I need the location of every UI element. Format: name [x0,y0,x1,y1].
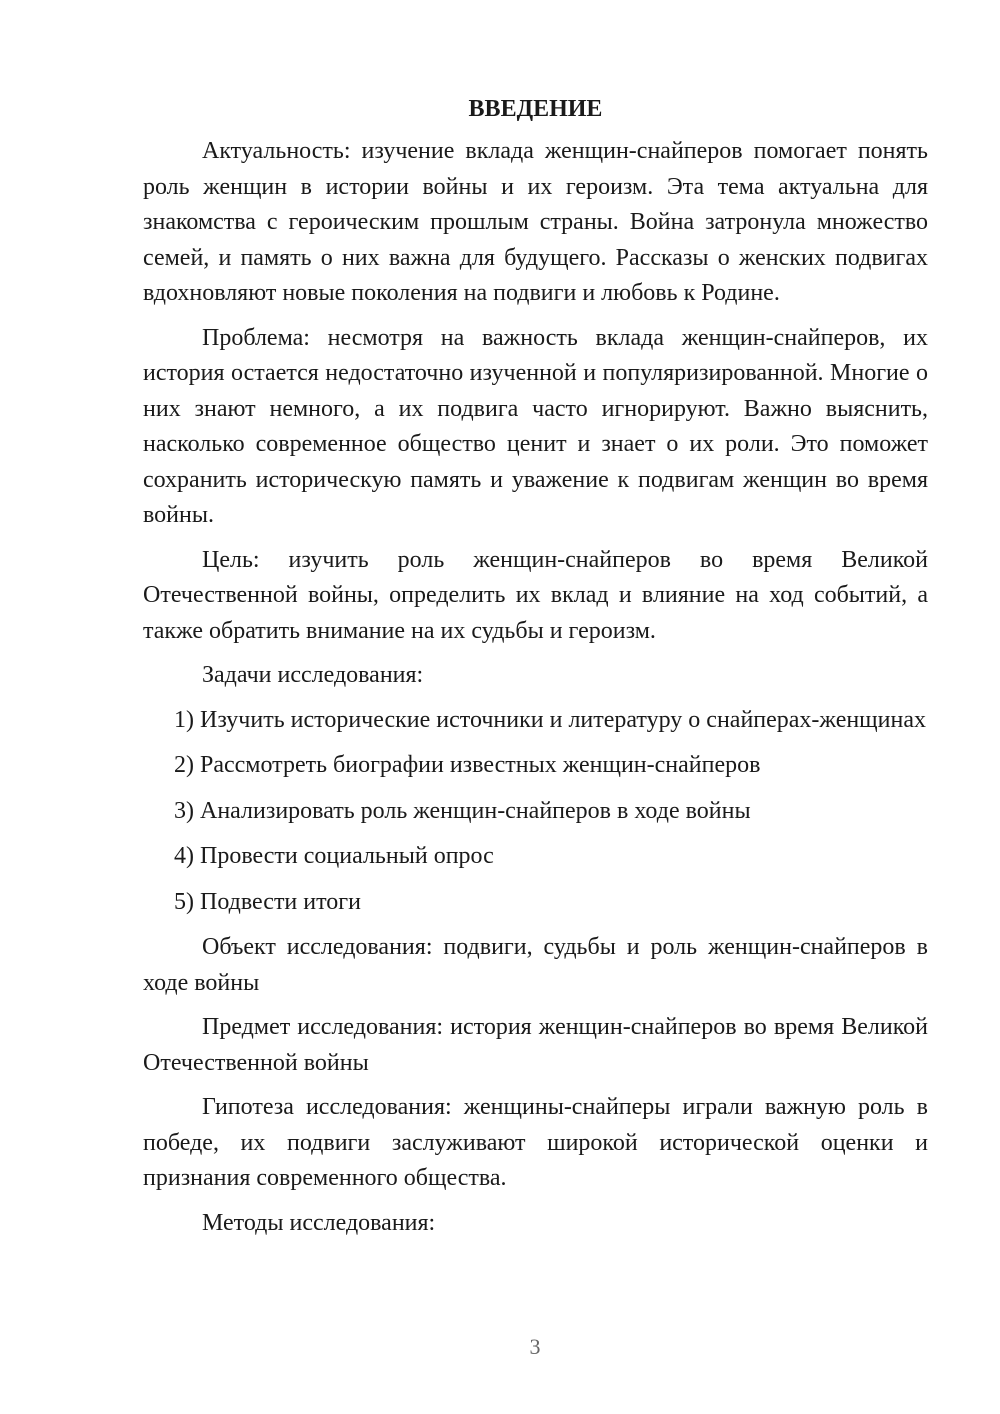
paragraph-subject: Предмет исследования: история женщин-снайперов во время Великой Отечественной войны [143,1014,928,1076]
paragraph-relevance: Актуальность: изучение вклада женщин-снайперов помогает понять роль женщин в истории войны и их героизм. Эта тема актуальна для знакомства с героическим прошлым страны. Война затронула множество семей, и память о них важна для будущего. Рассказы о женских подвигах вдохновляют новые поколения на подвиги и любовь к Родине. [143,138,928,306]
task-item: 3) Анализировать роль женщин-снайперов в ходе войны [174,797,751,824]
task-item: 1) Изучить исторические источники и литературу о снайперах-женщинах [174,706,927,733]
paragraph-object: Объект исследования: подвиги, судьбы и роль женщин-снайперов в ходе войны [143,934,928,996]
paragraph-goal: Цель: изучить роль женщин-снайперов во время Великой Отечественной войны, определить их вклад и влияние на ход событий, а также обратить внимание на их судьбы и героизм. [143,546,928,644]
section-title: ВВЕДЕНИЕ [468,96,603,122]
page-number: 3 [529,1334,541,1359]
task-item: 2) Рассмотреть биографии известных женщин-снайперов [174,752,761,778]
task-item: 5) Подвести итоги [174,888,361,915]
task-item: 4) Провести социальный опрос [174,843,494,869]
paragraph-hypothesis: Гипотеза исследования: женщины-снайперы играли важную роль в победе, их подвиги заслуживают широкой исторической оценки и признания современного общества. [143,1094,928,1191]
paragraph-problem: Проблема: несмотря на важность вклада женщин-снайперов, их история остается недостаточно изученной и популяризированной. Многие о них знают немного, а их подвига часто игнорируют. Важно выяснить, насколько современное общество ценит и знает о их роли. Это поможет сохранить историческую память и уважение к подвигам женщин во время войны. [143,324,928,528]
page-content [143,92,928,1250]
paragraph-tasks-heading: Задачи исследования: [202,662,424,688]
paragraph-methods: Методы исследования: [202,1209,436,1236]
